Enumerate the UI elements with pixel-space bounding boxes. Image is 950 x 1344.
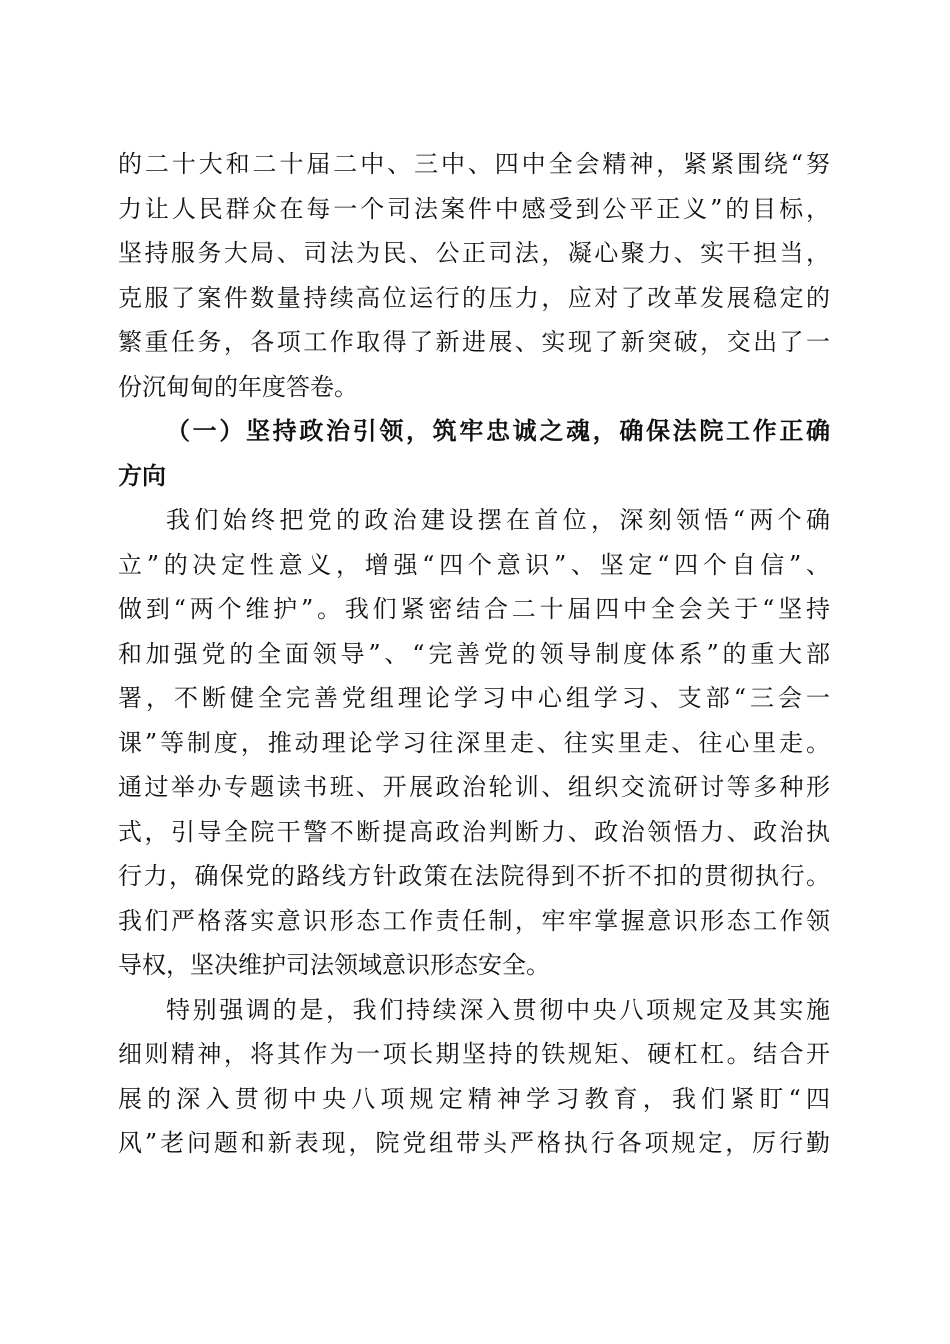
text-line: 力让人民群众在每一个司法案件中感受到公平正义”的目标， — [118, 194, 830, 223]
text-line: 我们严格落实意识形态工作责任制，牢牢掌握意识形态工作领 — [118, 906, 830, 935]
text-line: 的二十大和二十届二中、三中、四中全会精神，紧紧围绕“努 — [118, 150, 830, 178]
body-text — [118, 142, 830, 1166]
text-line: 署，不断健全完善党组理论学习中心组学习、支部“三会一 — [118, 684, 830, 712]
text-line: 式，引导全院干警不断提高政治判断力、政治领悟力、政治执 — [118, 817, 830, 846]
text-line: 立”的决定性意义，增强“四个意识”、坚定“四个自信”、 — [118, 550, 830, 579]
text-line: 繁重任务，各项工作取得了新进展、实现了新突破，交出了一 — [118, 328, 830, 356]
text-line: 通过举办专题读书班、开展政治轮训、组织交流研讨等多种形 — [118, 773, 830, 801]
section-heading: （一）坚持政治引领，筑牢忠诚之魂，确保法院工作正确 — [166, 416, 830, 445]
text-line: 克服了案件数量持续高位运行的压力，应对了改革发展稳定的 — [118, 283, 830, 312]
text-line: 特别强调的是，我们持续深入贯彻中央八项规定及其实施 — [166, 995, 830, 1024]
text-line: 展的深入贯彻中央八项规定精神学习教育，我们紧盯“四 — [118, 1084, 830, 1113]
text-line: 坚持服务大局、司法为民、公正司法，凝心聚力、实干担当， — [118, 239, 830, 267]
text-line: 份沉甸甸的年度答卷。 — [118, 372, 358, 401]
text-line: 和加强党的全面领导”、“完善党的领导制度体系”的重大部 — [118, 639, 830, 668]
text-line: 导权，坚决维护司法领域意识形态安全。 — [118, 951, 550, 979]
text-line: 我们始终把党的政治建设摆在首位，深刻领悟“两个确 — [166, 506, 830, 534]
section-heading-continued: 方向 — [118, 460, 166, 490]
text-line: 行力，确保党的路线方针政策在法院得到不折不扣的贯彻执行。 — [118, 862, 830, 890]
text-line: 做到“两个维护”。我们紧密结合二十届四中全会关于“坚持 — [118, 595, 830, 623]
text-line: 风”老问题和新表现，院党组带头严格执行各项规定，厉行勤 — [118, 1129, 830, 1157]
text-line: 课”等制度，推动理论学习往深里走、往实里走、往心里走。 — [118, 728, 830, 757]
text-line: 细则精神，将其作为一项长期坚持的铁规矩、硬杠杠。结合开 — [118, 1040, 830, 1068]
